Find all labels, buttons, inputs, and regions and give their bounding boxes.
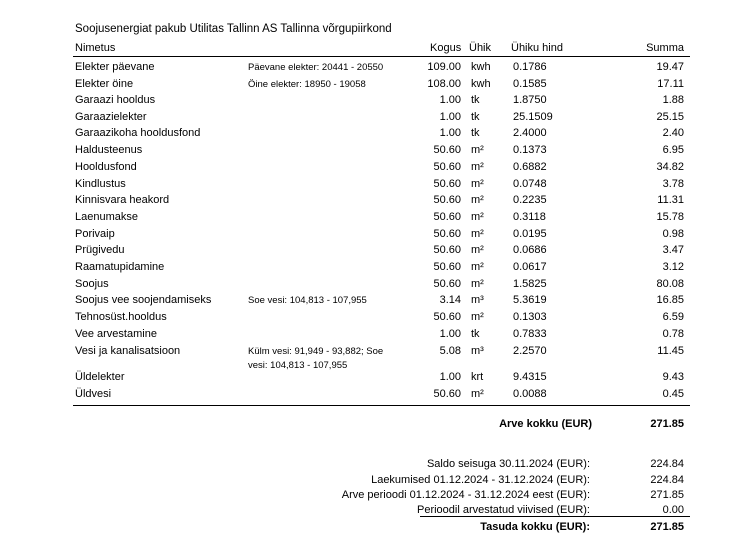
item-price: 0.6882 (513, 161, 547, 173)
item-sum: 9.43 (662, 371, 684, 383)
item-name: Prügivedu (75, 244, 125, 256)
item-price: 0.1786 (513, 61, 547, 73)
item-unit: tk (471, 94, 480, 106)
summary-divider (420, 516, 690, 517)
item-name: Soojus (75, 278, 109, 290)
item-unit: m² (471, 161, 484, 173)
item-qty: 50.60 (433, 244, 461, 256)
item-sum: 11.45 (657, 345, 684, 357)
summary-label: Tasuda kokku (EUR): (480, 521, 590, 533)
table-bottom-divider (73, 405, 690, 406)
item-name: Üldelekter (75, 371, 125, 383)
summary-value: 271.85 (650, 489, 684, 501)
item-qty: 50.60 (433, 228, 461, 240)
item-name: Tehnosüst.hooldus (75, 311, 167, 323)
item-price: 1.5825 (513, 278, 547, 290)
item-qty: 5.08 (439, 345, 461, 357)
item-sum: 15.78 (656, 211, 684, 223)
item-sum: 25.15 (656, 111, 684, 123)
summary-label: Laekumised 01.12.2024 - 31.12.2024 (EUR): (371, 474, 590, 486)
item-price: 0.0686 (513, 244, 547, 256)
item-qty: 108.00 (427, 78, 461, 90)
item-unit: m² (471, 178, 484, 190)
col-header-name: Nimetus (75, 42, 116, 54)
item-price: 0.0088 (513, 388, 547, 400)
item-sum: 6.59 (662, 311, 684, 323)
item-qty: 50.60 (433, 278, 461, 290)
item-qty: 50.60 (433, 211, 461, 223)
item-sum: 3.78 (662, 178, 684, 190)
item-qty: 50.60 (433, 144, 461, 156)
item-name: Soojus vee soojendamiseks (75, 294, 212, 306)
item-name: Porivaip (75, 228, 115, 240)
item-unit: kwh (471, 78, 491, 90)
item-sum: 19.47 (656, 61, 684, 73)
item-qty: 3.14 (439, 294, 461, 306)
item-name: Elekter päevane (75, 61, 155, 73)
item-name: Vee arvestamine (75, 328, 157, 340)
item-qty: 50.60 (433, 388, 461, 400)
item-unit: m² (471, 194, 484, 206)
supplier-note: Soojusenergiat pakub Utilitas Tallinn AS Tallinna võrgupiirkond (75, 23, 392, 35)
summary-value: 224.84 (650, 458, 684, 470)
item-qty: 50.60 (433, 311, 461, 323)
item-note: Öine elekter: 18950 - 19058 (248, 79, 366, 90)
item-price: 0.2235 (513, 194, 547, 206)
item-qty: 50.60 (433, 194, 461, 206)
item-sum: 11.31 (657, 194, 684, 206)
item-sum: 80.08 (656, 278, 684, 290)
item-unit: m² (471, 211, 484, 223)
item-unit: m² (471, 388, 484, 400)
item-qty: 109.00 (427, 61, 461, 73)
item-qty: 1.00 (439, 328, 461, 340)
item-name: Garaazielekter (75, 111, 147, 123)
item-name: Üldvesi (75, 388, 112, 400)
item-price: 0.1585 (513, 78, 547, 90)
item-name: Vesi ja kanalisatsioon (75, 345, 181, 357)
item-unit: m² (471, 228, 484, 240)
item-price: 5.3619 (513, 294, 547, 306)
item-price: 25.1509 (513, 111, 553, 123)
item-sum: 2.40 (662, 127, 684, 139)
item-price: 0.7833 (513, 328, 547, 340)
item-price: 2.4000 (513, 127, 547, 139)
item-price: 0.1373 (513, 144, 547, 156)
item-qty: 50.60 (433, 261, 461, 273)
item-qty: 1.00 (439, 111, 461, 123)
item-unit: m³ (471, 345, 484, 357)
item-name: Elekter öine (75, 78, 134, 90)
item-name: Hooldusfond (75, 161, 137, 173)
item-name: Garaazi hooldus (75, 94, 156, 106)
item-unit: m² (471, 278, 484, 290)
item-sum: 17.11 (657, 78, 684, 90)
item-sum: 16.85 (656, 294, 684, 306)
col-header-sum: Summa (646, 42, 684, 54)
item-unit: kwh (471, 61, 491, 73)
col-header-price: Ühiku hind (511, 42, 563, 54)
item-name: Kindlustus (75, 178, 126, 190)
invoice-total-value: 271.85 (650, 418, 684, 430)
col-header-qty: Kogus (430, 42, 462, 54)
item-sum: 3.47 (662, 244, 684, 256)
item-unit: tk (471, 111, 480, 123)
item-price: 0.1303 (513, 311, 547, 323)
item-note: Päevane elekter: 20441 - 20550 (248, 62, 384, 73)
summary-value: 271.85 (650, 521, 684, 533)
item-sum: 0.78 (662, 328, 684, 340)
item-name: Laenumakse (75, 211, 138, 223)
col-header-unit: Ühik (469, 42, 492, 54)
item-unit: m² (471, 261, 484, 273)
item-unit: m² (471, 144, 484, 156)
summary-label: Saldo seisuga 30.11.2024 (EUR): (426, 458, 590, 470)
item-sum: 0.98 (662, 228, 684, 240)
item-price: 9.4315 (513, 371, 547, 383)
item-sum: 3.12 (662, 261, 684, 273)
invoice-total-label: Arve kokku (EUR) (499, 418, 592, 430)
item-unit: tk (471, 328, 480, 340)
item-sum: 1.88 (662, 94, 684, 106)
item-note: Soe vesi: 104,813 - 107,955 (248, 295, 367, 306)
item-sum: 0.45 (662, 388, 684, 400)
item-unit: tk (471, 127, 480, 139)
item-unit: m² (471, 244, 484, 256)
item-sum: 34.82 (656, 161, 684, 173)
summary-label: Arve perioodi 01.12.2024 - 31.12.2024 eest (EUR): (341, 489, 590, 501)
item-price: 0.3118 (513, 211, 546, 223)
summary-label: Perioodil arvestatud viivised (EUR): (416, 504, 590, 516)
summary-value: 224.84 (650, 474, 684, 486)
item-qty: 50.60 (433, 178, 461, 190)
item-name: Raamatupidamine (75, 261, 165, 273)
item-price: 0.0195 (513, 228, 547, 240)
item-unit: m² (471, 311, 484, 323)
item-qty: 1.00 (439, 127, 461, 139)
item-unit: krt (471, 371, 484, 383)
item-price: 1.8750 (513, 94, 547, 106)
item-sum: 6.95 (662, 144, 684, 156)
summary-value: 0.00 (662, 504, 684, 516)
item-qty: 1.00 (439, 94, 461, 106)
item-name: Haldusteenus (75, 144, 143, 156)
item-unit: m³ (471, 294, 484, 306)
item-price: 0.0617 (513, 261, 547, 273)
item-price: 2.2570 (513, 345, 547, 357)
item-name: Garaazikoha hooldusfond (75, 127, 201, 139)
header-divider (73, 56, 690, 57)
item-qty: 1.00 (439, 371, 461, 383)
item-name: Kinnisvara heakord (75, 194, 170, 206)
item-note: Külm vesi: 91,949 - 93,882; Soe vesi: 104,813 - 107,955 (248, 346, 384, 371)
item-price: 0.0748 (513, 178, 547, 190)
item-qty: 50.60 (433, 161, 461, 173)
